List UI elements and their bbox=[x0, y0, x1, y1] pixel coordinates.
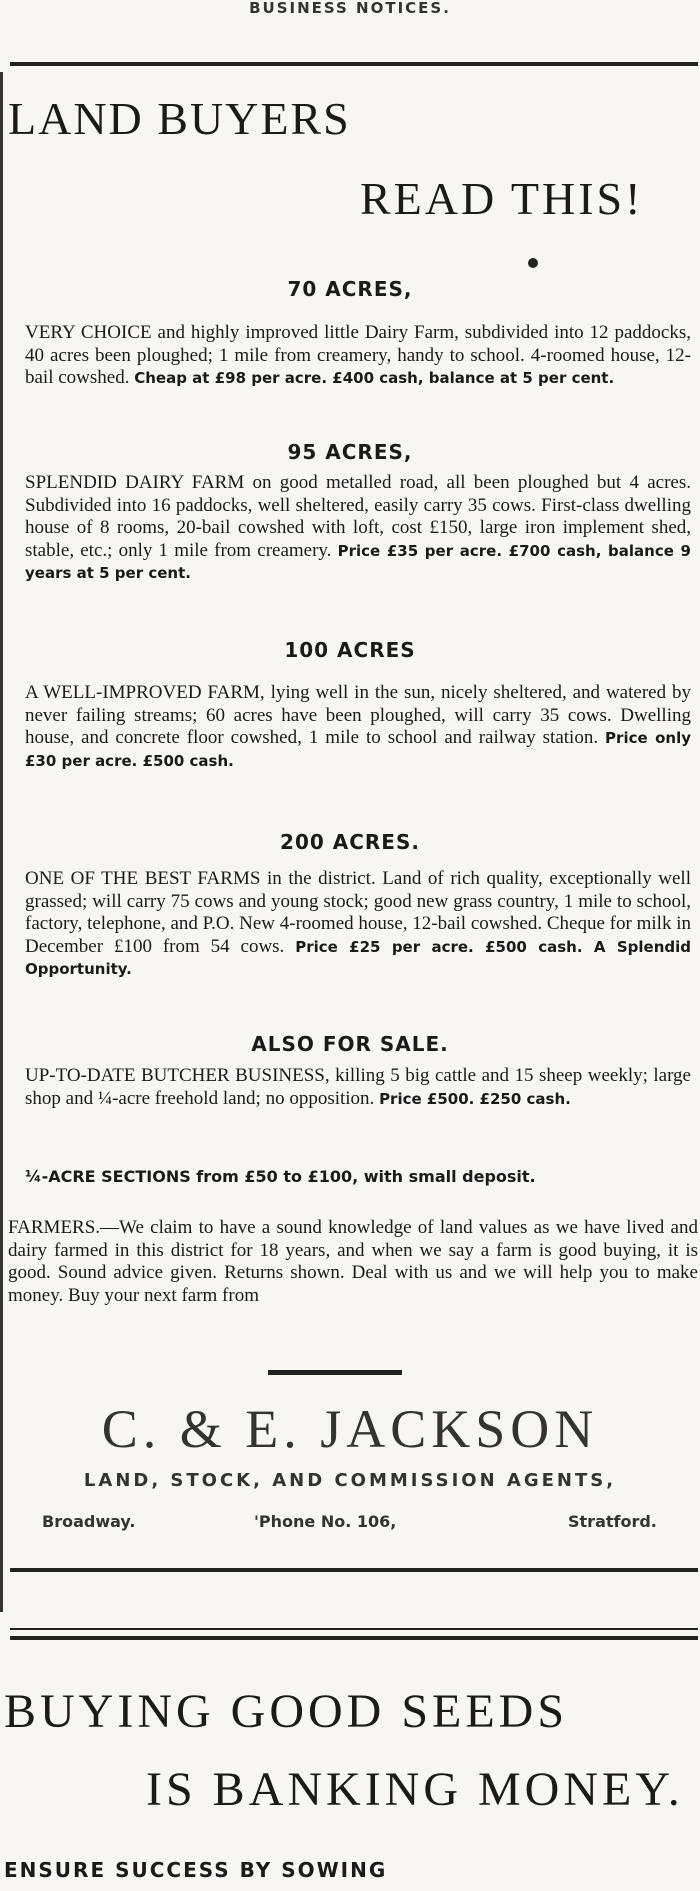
ink-speck bbox=[528, 258, 538, 268]
listing-price: Price £35 per acre. £700 cash, balance 9 years at 5 per cent. bbox=[25, 541, 691, 582]
firm-street: Broadway. bbox=[42, 1512, 136, 1531]
firm-town: Stratford. bbox=[568, 1512, 657, 1531]
listing-body-100 bbox=[25, 682, 691, 772]
listing-price: Cheap at £98 per acre. £400 cash, balance at 5 per cent. bbox=[134, 369, 615, 387]
listing-text: ONE OF THE BEST FARMS in the district. Land of rich quality, exceptionally well grassed; will carry 75 cows and young stock; good new grass country, 1 mile to school, factory, telephone, and P.O. New 4-roomed house, 12-bail cowshed. Cheque for milk in December £100 from 54 cows. bbox=[25, 868, 691, 957]
headline-land-buyers: LAND BUYERS bbox=[8, 93, 351, 144]
listing-price: Price £25 per acre. £500 cash. A Splendid Opportunity. bbox=[25, 937, 691, 978]
listing-body-95 bbox=[25, 472, 691, 585]
short-rule bbox=[268, 1370, 402, 1375]
listing-heading-70: 70 ACRES, bbox=[287, 277, 413, 301]
ad-bottom-rule bbox=[10, 1568, 698, 1572]
listing-heading-100: 100 ACRES bbox=[284, 638, 416, 662]
seeds-headline-1: BUYING GOOD SEEDS bbox=[4, 1685, 569, 1738]
farmers-notice: FARMERS.—We claim to have a sound knowledge of land values as we have lived and dairy farmed in this district for 18 years, and when we say a farm is good buying, it is good. Sound advice given. Returns shown. Deal with us and we will help you to make money. Buy your next farm from bbox=[8, 1217, 698, 1306]
listing-heading-also: ALSO FOR SALE. bbox=[251, 1032, 449, 1056]
listing-text: A WELL-IMPROVED FARM, lying well in the sun, nicely sheltered, and watered by never failing streams; 60 acres have been ploughed, will carry 35 cows. Dwelling house, and concrete floor cowshed, 1 mile to school and railway station. bbox=[25, 682, 691, 748]
seeds-headline-2: IS BANKING MONEY. bbox=[146, 1763, 684, 1816]
section-rule-2 bbox=[10, 1636, 698, 1640]
listing-text: UP-TO-DATE BUTCHER BUSINESS, killing 5 big cattle and 15 sheep weekly; large shop and ¼-acre freehold land; no opposition. bbox=[25, 1065, 691, 1109]
listing-price: Price £500. £250 cash. bbox=[379, 1089, 571, 1108]
section-header: BUSINESS NOTICES. bbox=[249, 0, 451, 17]
firm-tagline: LAND, STOCK, AND COMMISSION AGENTS, bbox=[83, 1470, 617, 1491]
listing-price: Price only £30 per acre. £500 cash. bbox=[25, 729, 691, 770]
section-rule-1 bbox=[10, 1628, 698, 1630]
headline-read-this: READ THIS! bbox=[360, 173, 644, 224]
seeds-subline: ENSURE SUCCESS BY SOWING bbox=[4, 1858, 388, 1882]
firm-name: C. & E. JACKSON bbox=[101, 1399, 599, 1459]
top-rule bbox=[10, 62, 698, 66]
firm-phone: 'Phone No. 106, bbox=[254, 1512, 397, 1531]
listing-heading-200: 200 ACRES. bbox=[280, 830, 420, 854]
listing-body-butcher bbox=[25, 1065, 691, 1110]
sections-notice: ¼-ACRE SECTIONS from £50 to £100, with small deposit. bbox=[25, 1167, 536, 1186]
listing-body-70 bbox=[25, 322, 691, 390]
listing-heading-95: 95 ACRES, bbox=[287, 440, 413, 464]
listing-body-200 bbox=[25, 868, 691, 981]
listing-text: SPLENDID DAIRY FARM on good metalled road, all been ploughed but 4 acres. Subdivided into 16 paddocks, well sheltered, easily carry 35 cows. First-class dwelling house of 8 rooms, 20-bail cowshed with loft, cost £150, large iron implement shed, stable, etc.; only 1 mile from creamery. bbox=[25, 472, 691, 561]
listing-text: VERY CHOICE and highly improved little Dairy Farm, subdivided into 12 paddocks, 40 acres been ploughed; 1 mile from creamery, handy to school. 4-roomed house, 12-bail cowshed. bbox=[25, 322, 691, 388]
